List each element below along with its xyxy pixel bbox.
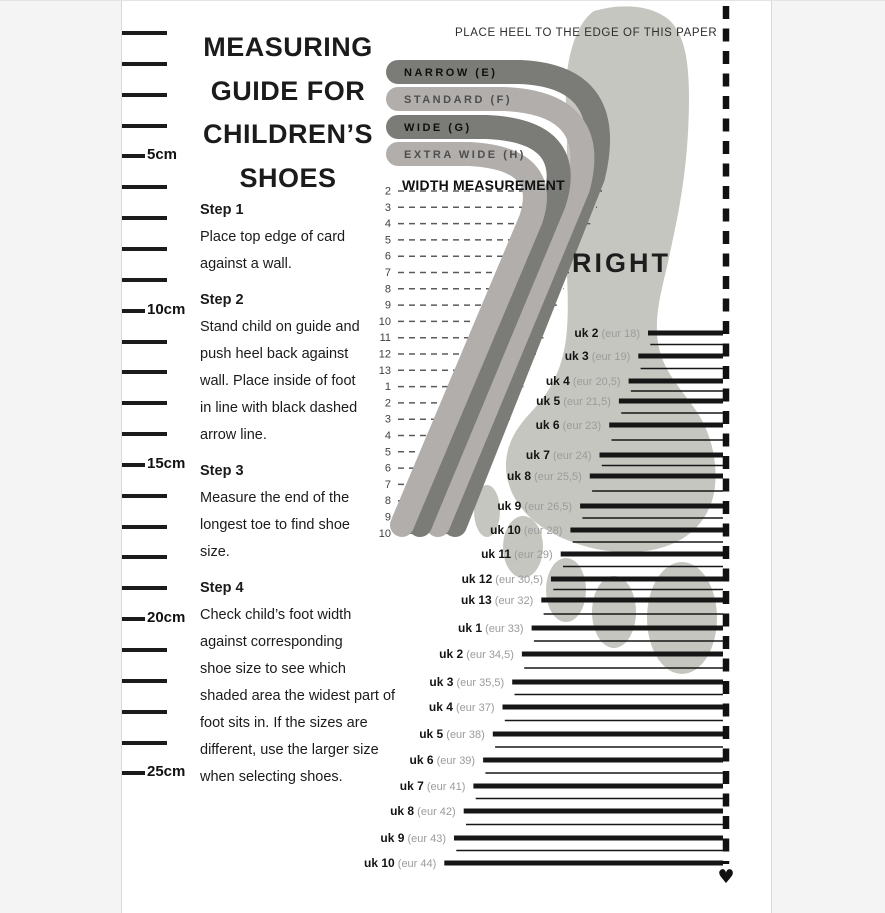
- title-line: CHILDREN’S: [202, 119, 373, 149]
- width-row-number: 9: [384, 299, 391, 312]
- ruler-tick: [122, 216, 167, 220]
- size-eur-label: (eur 30,5): [492, 574, 543, 586]
- step-block: [200, 458, 410, 566]
- size-eur-label: (eur 33): [482, 623, 524, 635]
- size-eur-label: (eur 34,5): [463, 649, 514, 661]
- width-row-number: 7: [384, 478, 391, 491]
- step-heading: Step 3: [200, 463, 244, 479]
- size-eur-label: (eur 32): [491, 595, 534, 607]
- ruler-tick: [122, 710, 167, 714]
- size-uk-label: uk 7: [399, 779, 424, 793]
- size-label: [458, 621, 524, 635]
- size-uk-label: uk 3: [564, 349, 589, 363]
- ruler-tick: [122, 124, 167, 128]
- step-heading: Step 2: [200, 292, 244, 308]
- step-heading: Step 4: [200, 580, 244, 596]
- width-row-number: 13: [378, 364, 391, 377]
- step-text-line: Measure the end of the: [200, 490, 350, 506]
- size-label: [497, 499, 572, 513]
- step-text-line: against a wall.: [200, 256, 292, 272]
- size-eur-label: (eur 26,5): [521, 501, 573, 513]
- width-row-number: 12: [378, 348, 391, 361]
- step-text-line: size.: [200, 544, 230, 560]
- size-label: [574, 326, 640, 340]
- size-eur-label: (eur 18): [598, 328, 640, 340]
- width-row-number: 2: [384, 185, 391, 198]
- ruler-tick: [122, 154, 145, 158]
- size-uk-label: uk 8: [507, 469, 532, 483]
- width-row-number: 6: [384, 250, 391, 263]
- width-row-number: 6: [384, 462, 391, 475]
- size-uk-label: uk 5: [536, 394, 561, 408]
- ruler-tick: [122, 370, 167, 374]
- ruler-tick: [122, 463, 145, 467]
- step-block: [200, 287, 410, 449]
- size-uk-label: uk 9: [497, 499, 522, 513]
- size-eur-label: (eur 35,5): [453, 677, 505, 689]
- size-uk-label: uk 11: [481, 547, 512, 561]
- width-row-number: 5: [384, 446, 391, 459]
- size-uk-label: uk 10: [364, 856, 395, 870]
- size-label: [390, 804, 456, 818]
- size-eur-label: (eur 24): [549, 450, 592, 462]
- size-label: [462, 572, 543, 586]
- width-row-number: 4: [384, 430, 391, 442]
- size-uk-label: uk 7: [525, 448, 550, 462]
- size-label: [490, 523, 562, 537]
- page-title: [190, 26, 386, 200]
- size-label: [380, 831, 446, 845]
- ruler-tick: [122, 555, 167, 559]
- width-measurement-heading: WIDTH MEASUREMENT: [402, 177, 565, 193]
- width-row-number: 5: [384, 234, 391, 247]
- heart-icon: ♥: [717, 866, 735, 888]
- ruler-cm-label: 20cm: [147, 609, 186, 627]
- step-text-line: shaded area the widest part of: [200, 688, 396, 704]
- size-label: [507, 469, 582, 483]
- step-text-line: push heel back against: [200, 346, 349, 362]
- size-uk-label: uk 2: [574, 326, 599, 340]
- step-text-line: longest toe to find shoe: [200, 517, 350, 533]
- step-text-line: against corresponding: [200, 634, 343, 650]
- ruler-tick: [122, 31, 167, 35]
- step-text-line: different, use the larger size: [200, 742, 379, 758]
- size-uk-label: uk 2: [439, 647, 464, 661]
- ruler-tick: [122, 432, 167, 436]
- size-eur-label: (eur 37): [452, 702, 495, 714]
- title-line: SHOES: [239, 162, 337, 193]
- step-text-line: Stand child on guide and: [200, 319, 360, 335]
- size-eur-label: (eur 19): [588, 351, 631, 363]
- size-uk-label: uk 1: [458, 621, 483, 635]
- width-row-number: 2: [384, 397, 391, 410]
- size-label: [565, 349, 631, 363]
- ruler-tick: [122, 586, 167, 590]
- step-text-line: in line with black dashed: [200, 400, 358, 416]
- size-uk-label: uk 3: [429, 675, 454, 689]
- size-label: [429, 675, 504, 689]
- ruler-tick: [122, 679, 167, 683]
- ruler-tick: [122, 340, 167, 344]
- ruler-tick: [122, 62, 167, 66]
- width-row-number: 8: [384, 283, 391, 296]
- ruler-tick: [122, 648, 167, 652]
- width-row-number: 11: [379, 332, 391, 345]
- size-eur-label: (eur 29): [511, 549, 553, 561]
- size-label: [526, 448, 592, 462]
- size-eur-label: (eur 43): [404, 833, 446, 845]
- toe-second: [592, 576, 636, 648]
- size-eur-label: (eur 28): [520, 525, 563, 537]
- ruler-tick: [122, 617, 145, 621]
- guide-artwork: [0, 1, 885, 913]
- size-eur-label: (eur 44): [394, 858, 437, 870]
- size-label: [439, 647, 514, 661]
- size-uk-label: uk 8: [390, 804, 415, 818]
- ruler-tick: [122, 278, 167, 282]
- instruction-steps: [200, 197, 410, 791]
- ruler-cm-label: 10cm: [147, 300, 186, 318]
- size-uk-label: uk 4: [545, 374, 570, 388]
- size-label: [429, 700, 495, 714]
- size-uk-label: uk 12: [461, 572, 493, 586]
- title-line: GUIDE FOR: [210, 75, 366, 106]
- size-label: [410, 753, 476, 767]
- size-eur-label: (eur 38): [443, 729, 485, 741]
- size-eur-label: (eur 41): [423, 781, 466, 793]
- size-label: [419, 727, 485, 741]
- step-text-line: foot sits in. If the sizes are: [200, 715, 368, 731]
- step-block: [200, 575, 410, 791]
- step-text-line: arrow line.: [200, 427, 267, 443]
- title-line: MEASURING: [203, 32, 373, 62]
- size-eur-label: (eur 23): [559, 420, 602, 432]
- width-row-number: 1: [384, 381, 391, 394]
- size-uk-label: uk 5: [419, 727, 444, 741]
- size-uk-label: uk 4: [428, 700, 453, 714]
- width-row-number: 8: [384, 495, 391, 508]
- step-block: [200, 197, 410, 278]
- size-uk-label: uk 6: [535, 418, 560, 432]
- width-row-number: 7: [384, 267, 391, 279]
- size-eur-label: (eur 39): [433, 755, 476, 767]
- size-label: [481, 547, 553, 561]
- size-uk-label: uk 6: [409, 753, 434, 767]
- width-row-number: 4: [384, 218, 391, 231]
- size-label: [536, 394, 611, 408]
- width-row-number: 10: [378, 315, 391, 328]
- size-uk-label: uk 9: [380, 831, 405, 845]
- step-text-line: Check child’s foot width: [200, 607, 352, 623]
- size-label: [546, 374, 621, 388]
- size-label: [461, 593, 533, 607]
- width-band-label: NARROW (E): [404, 67, 498, 79]
- ruler-tick: [122, 525, 167, 529]
- ruler-cm-label: 25cm: [147, 763, 186, 781]
- heel-placement-note: PLACE HEEL TO THE EDGE OF THIS PAPER: [455, 27, 718, 39]
- size-eur-label: (eur 20,5): [569, 376, 621, 388]
- size-eur-label: (eur 42): [414, 806, 456, 818]
- ruler-tick: [122, 494, 167, 498]
- size-uk-label: uk 10: [490, 523, 521, 537]
- step-heading: Step 1: [200, 202, 244, 218]
- foot-side-label: RIGHT: [572, 248, 671, 278]
- size-eur-label: (eur 21,5): [560, 396, 611, 408]
- size-uk-label: uk 13: [461, 593, 492, 607]
- ruler-tick: [122, 771, 145, 775]
- size-label: [364, 856, 436, 870]
- ruler-cm-label: 5cm: [147, 146, 178, 164]
- step-text-line: when selecting shoes.: [200, 769, 343, 785]
- ruler-tick: [122, 93, 167, 97]
- width-row-number: 9: [384, 511, 391, 524]
- ruler-cm-label: 15cm: [147, 454, 186, 472]
- ruler-tick: [122, 741, 167, 745]
- size-eur-label: (eur 25,5): [531, 471, 582, 483]
- width-row-number: 3: [384, 413, 391, 426]
- width-band-label: WIDE (G): [404, 122, 472, 134]
- step-text-line: shoe size to see which: [200, 661, 346, 677]
- ruler-tick: [122, 401, 167, 405]
- width-row-number: 10: [378, 527, 391, 540]
- width-band-label: STANDARD (F): [404, 94, 513, 106]
- width-row-number: 3: [384, 201, 391, 214]
- ruler-tick: [122, 247, 167, 251]
- step-text-line: wall. Place inside of foot: [200, 373, 356, 389]
- size-label: [536, 418, 602, 432]
- ruler-tick: [122, 309, 145, 313]
- ruler-tick: [122, 185, 167, 189]
- step-text-line: Place top edge of card: [200, 229, 346, 245]
- width-band-label: EXTRA WIDE (H): [404, 149, 526, 161]
